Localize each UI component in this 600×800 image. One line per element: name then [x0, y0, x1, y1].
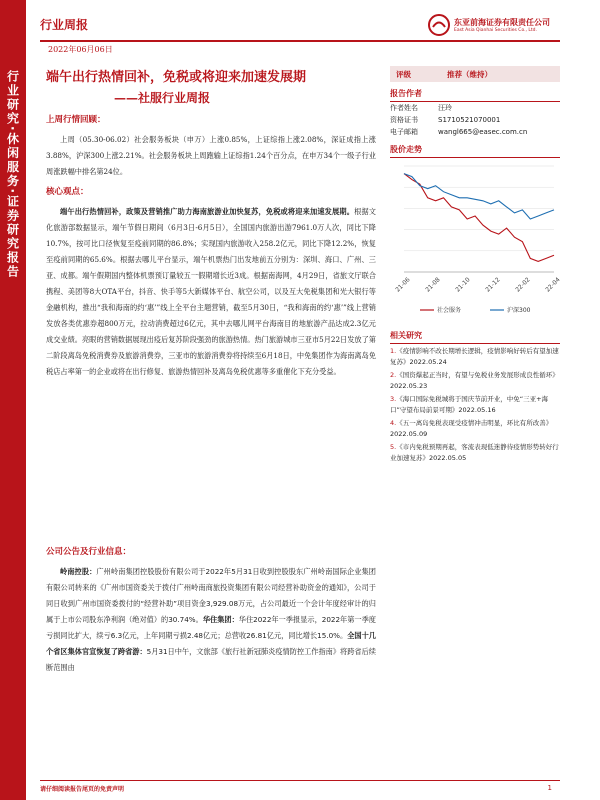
company-body-2: 华住2022年一季报显示，2022年第一季度亏损同比扩大，续亏6.3亿元，上年同期亏损2.48亿元；总营收26.81亿元，同比增长15.0%。	[46, 615, 376, 640]
header	[40, 10, 560, 60]
rating-value: 推荐（维持）	[447, 69, 492, 79]
analyst-row	[390, 114, 560, 126]
related-item[interactable]	[390, 370, 560, 392]
sidebar	[0, 0, 26, 800]
company-section	[46, 542, 376, 680]
related-text: 《疫情影响不改长期增长逻辑，疫情影响好转后有望加速复苏》2022.05.24	[390, 347, 559, 366]
footer-disclaimer: 请仔细阅读报告尾页的免责声明	[40, 786, 125, 793]
core-lead: 端午出行热情回补，政策及营销推广助力海南旅游业加快复苏，免税或将迎来加速发展期。	[60, 207, 355, 216]
chart-heading: 股价走势	[390, 144, 560, 158]
analyst-key: 作者姓名	[390, 104, 418, 112]
related-num: 1.	[390, 347, 397, 355]
core-body: 根据文化旅游部数据显示，端午节假日期间（6月3日-6月5日），全国国内旅游出游7961.0万人次，同比下降10.7%，按可比口径恢复至疫前同期的86.8%；实现国内旅游收入258.2亿元，同比下降12.2%，恢复至疫前同期的65.6%。根据去哪儿平台显示，端午机票热门出发地前五分别为：深圳、海口、广州、三亚、成都。端午假期国内整体机票预订量较五一假期增长近3成。根据南海网，4月29日，省旅文厅联合携程、美团等8大OTA平台，抖音、快手等5大新媒体平台、航空公司，以及互大免税集团和光大银行等金融机构，推出“我和海南的约‘惠’”线上全平台主题营销，截至5月30日，“我和海南的约‘惠’”线上营销发放各类优惠券超800万元，拉动消费超过6亿元，其中去哪儿网平台海南目的地旅游产品达成2.3亿元成交业绩。亮眼的营销数据展现出疫后复苏阶段强劲的旅游热情。热门旅游城市三亚市5月22日发放了第二阶段离岛免税消费券及旅游消费券，三亚市的旅游消费券将持续至6月18日，中免集团作为海南离岛免税店占率第一的企业或将在出行修复、旅游热情回补及离岛免税优惠等多重催化下充分受益。	[46, 207, 376, 376]
sidebar-text: 行业研究·休闲服务·证券研究报告	[5, 70, 20, 280]
analyst-value: 汪玲	[438, 104, 452, 112]
related-item[interactable]	[390, 346, 560, 368]
related-num: 5.	[390, 443, 397, 451]
stock-chart	[390, 160, 560, 322]
related-num: 2.	[390, 371, 397, 379]
analyst-info	[390, 102, 560, 138]
related-text: 《海口国际免税城将于国庆节前开业，中免“三亚+海口”守望布局前景可期》2022.05.16	[390, 395, 549, 414]
company-heading: 公司公告及行业信息：	[46, 547, 132, 557]
footer-rule	[40, 780, 560, 781]
x-tick-label: 22-04	[544, 276, 560, 294]
page-subtitle: ——社服行业周报	[114, 91, 211, 105]
page-title: 端午出行热情回补，免税或将迎来加速发展期	[46, 70, 307, 85]
related-item[interactable]	[390, 418, 560, 440]
related-item[interactable]	[390, 442, 560, 464]
company-label-2: 华住集团：	[202, 615, 239, 624]
analyst-row	[390, 102, 560, 114]
analyst-key: 电子邮箱	[390, 128, 418, 136]
x-tick-label: 21-06	[394, 276, 412, 294]
related-list	[390, 346, 560, 464]
company-body-3: 5月31日中午，文旅部《旅行社新冠肺炎疫情防控工作指南》将跨省后续断范围由	[46, 647, 376, 672]
core-paragraph	[46, 204, 376, 380]
x-tick-label: 21-12	[484, 276, 502, 294]
legend-label: 沪深300	[507, 307, 531, 314]
right-panel	[390, 66, 560, 464]
related-num: 4.	[390, 419, 397, 427]
logo-cn: 东亚前海证券有限责任公司	[454, 18, 550, 27]
report-date: 2022年06月06日	[48, 45, 113, 54]
analyst-value[interactable]: wangl665@easec.com.cn	[438, 128, 528, 136]
x-tick-label: 21-08	[424, 276, 442, 294]
analyst-value: S1710521070001	[438, 116, 501, 124]
core-heading: 核心观点：	[46, 187, 89, 197]
company-label-1: 岭南控股：	[60, 567, 97, 576]
report-type: 行业周报	[40, 18, 89, 32]
logo-en: East Asia Qianhai Securities Co., Ltd.	[454, 28, 537, 33]
related-text: 《五一离岛免税表现受疫情冲击明显，环比有所改善》2022.05.09	[390, 419, 553, 438]
related-heading: 相关研究	[390, 330, 560, 344]
page-number: 1	[547, 784, 552, 792]
review-heading: 上周行情回顾：	[46, 115, 106, 125]
logo-icon	[428, 14, 450, 36]
legend-label: 社会服务	[437, 307, 462, 314]
related-num: 3.	[390, 395, 397, 403]
company-paragraph	[46, 564, 376, 676]
related-text: 《市内免税预期再起，客流表现低迷静待疫情形势转好行业加速复苏》2022.05.05	[390, 443, 559, 462]
header-rule	[40, 40, 560, 42]
stock-chart-svg	[390, 160, 560, 320]
company-body-1: 广州岭南集团控股股份有限公司于2022年5月31日收到控股股东广州岭南国际企业集团有限公司转来的《广州市国资委关于拨付广州岭南商旅投资集团有限公司经营补助资金的通知》，公司于同日收到广州市国资委拨付的“经营补助”项目资金3,929.08万元，占公司最近一个会计年度经审计的归属于上市公司股东净利润（绝对值）的30.74%。	[46, 567, 376, 624]
series-line-社会服务	[404, 174, 554, 262]
related-item[interactable]	[390, 394, 560, 416]
analyst-heading: 报告作者	[390, 88, 560, 102]
rating-bar	[390, 66, 560, 82]
title-block	[46, 66, 386, 106]
x-tick-label: 22-02	[514, 276, 532, 294]
main-content	[46, 110, 376, 384]
company-label-3: 全国十几个省区集体官宣恢复了跨省游：	[46, 631, 376, 656]
analyst-key: 资格证书	[390, 116, 418, 124]
logo	[428, 14, 550, 36]
rating-label: 评级	[396, 69, 411, 79]
x-tick-label: 21-10	[454, 276, 472, 294]
analyst-row	[390, 126, 560, 138]
review-paragraph: 上周（05.30-06.02）社会服务板块（申万）上涨0.85%，上证综指上涨2.08%，深证成指上涨3.88%，沪深300上涨2.21%。社会服务板块上周跑输上证综指1.24个百分点，在申万34个一级子行业周涨跌幅中排名第24位。	[46, 135, 376, 176]
related-text: 《国资爆起正当时，有望与免税业务发展形成良性循环》2022.05.23	[390, 371, 559, 390]
